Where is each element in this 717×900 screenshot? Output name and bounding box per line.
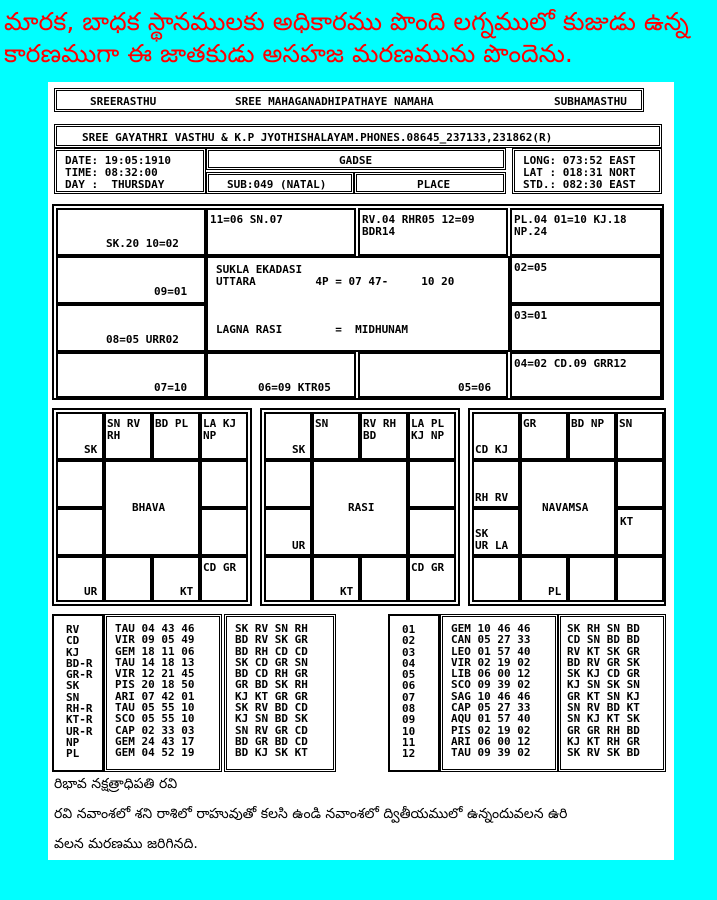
bhava-cell <box>152 556 200 602</box>
bhava-chart <box>52 408 252 606</box>
navamsa-cell <box>616 460 664 508</box>
planet-positions: TAU 04 43 46 VIR 09 05 49 GEM 18 11 06 TAU 14 18 13 VIR 12 21 45 PIS 20 18 50 ARI 07 42 01 TAU 05 55 10 SCO 05 55 10 CAP 02 33 03 GEM 24 43 17 GEM 04 52 19 <box>115 622 195 760</box>
main-cell-text: 03=01 <box>514 309 548 322</box>
longitude: LONG: 073:52 EAST <box>523 154 636 167</box>
bhava-cell <box>200 508 248 556</box>
navamsa-cell <box>472 556 520 602</box>
note-2: రవి నవాంశలో శని రాశిలో రాహువుతో కలసి ఉండి నవాంశలో ద్వితీయములో ఉన్నందువలన ఉరి <box>54 806 568 822</box>
horoscope-sheet <box>48 82 674 860</box>
bhava-cell <box>200 556 248 602</box>
lagna-rasi: LAGNA RASI = MIDHUNAM <box>216 323 409 336</box>
main-cell-text: PL.04 01=10 KJ.18 NP.24 <box>514 213 627 238</box>
navamsa-cell <box>568 412 616 460</box>
bhava-cell <box>56 412 104 460</box>
main-cell-left-2 <box>56 304 206 352</box>
coordinates-box <box>512 148 662 194</box>
rasi-cell-text: UR <box>292 539 306 552</box>
bhava-cell <box>152 412 200 460</box>
native-name: GADSE <box>339 154 373 167</box>
rasi-cell <box>408 556 456 602</box>
planet-lords: SK RV SN RH BD RV SK GR BD RH CD CD SK CD GR SN BD CD RH GR GR BD SK RH KJ KT GR GR SK RV BD CD KJ SN BD SK SN RV GR CD BD GR BD CD BD KJ SK KT <box>235 622 308 760</box>
navamsa-cell-text: PL <box>548 585 562 598</box>
heading <box>4 6 714 70</box>
rasi-cell <box>264 508 312 556</box>
main-cell-text: SK.20 10=02 <box>106 237 179 250</box>
sub-number: SUB:049 (NATAL) <box>227 178 327 191</box>
main-cell-right-1 <box>510 256 662 304</box>
cusp-lords-col <box>558 614 666 772</box>
main-cell-top-2 <box>206 208 356 256</box>
navamsa-cell-text: SN <box>619 417 633 430</box>
note-3: వలన మరణము జరిగినది. <box>54 836 198 852</box>
nakshatra: UTTARA 4P = 07 47- 10 20 <box>216 275 455 288</box>
sub-box <box>206 172 354 194</box>
navamsa-cell-text: CD KJ <box>475 443 509 456</box>
navamsa-cell-text: BD NP <box>571 417 605 430</box>
rasi-cell <box>264 412 312 460</box>
tithi: SUKLA EKADASI <box>216 263 303 276</box>
heading-line-1: మారక, బాధక స్థానములకు అధికారము పొంది లగ్నములో కుజుడు ఉన్న <box>4 7 689 36</box>
bhava-cell <box>56 460 104 508</box>
rasi-cell <box>360 556 408 602</box>
standard-time: STD.: 082:30 EAST <box>523 178 636 191</box>
navamsa-cell <box>616 556 664 602</box>
navamsa-cell <box>520 412 568 460</box>
rasi-cell <box>264 556 312 602</box>
bhava-cell-text: CD GR <box>203 561 237 574</box>
rasi-cell <box>264 460 312 508</box>
main-cell-top-3 <box>358 208 508 256</box>
navamsa-center <box>520 460 616 556</box>
bhava-cell <box>104 412 152 460</box>
native-name-box <box>206 148 506 170</box>
birth-day: DAY : THURSDAY <box>65 178 165 191</box>
navamsa-chart <box>468 408 666 606</box>
rasi-cell <box>312 412 360 460</box>
cusp-numbers: 01 02 03 04 05 06 07 08 09 10 11 12 <box>402 623 416 761</box>
bhava-cell-text: LA KJ NP <box>203 417 237 442</box>
birth-date: DATE: 19:05:1910 <box>65 154 171 167</box>
rasi-cell-text: SN <box>315 417 329 430</box>
main-cell-bottom-3 <box>358 352 508 398</box>
rasi-cell <box>408 460 456 508</box>
main-chart-center <box>206 256 510 352</box>
main-cell-top-4 <box>510 208 662 256</box>
navamsa-cell <box>472 412 520 460</box>
main-cell-right-2 <box>510 304 662 352</box>
navamsa-cell-text: SK UR LA <box>475 527 509 552</box>
rasi-cell <box>312 556 360 602</box>
main-cell-text: 04=02 CD.09 GRR12 <box>514 357 627 370</box>
main-cell-text: 06=09 KTR05 <box>258 381 331 394</box>
banner-right: SUBHAMASTHU <box>554 95 627 108</box>
rasi-cell <box>360 412 408 460</box>
navamsa-cell <box>472 508 520 556</box>
rasi-cell-text: KT <box>340 585 354 598</box>
bhava-title: BHAVA <box>132 501 166 514</box>
rasi-cell-text: LA PL KJ NP <box>411 417 445 442</box>
planet-positions-col <box>104 614 222 772</box>
navamsa-cell <box>520 556 568 602</box>
bhava-cell-text: SK <box>84 443 98 456</box>
place-label: PLACE <box>417 178 451 191</box>
office-text: SREE GAYATHRI VASTHU & K.P JYOTHISHALAYAM.PHONES.08645_237133,231862(R) <box>82 131 553 144</box>
navamsa-cell <box>616 412 664 460</box>
main-cell-text: 08=05 URR02 <box>106 333 179 346</box>
main-cell-text: 02=05 <box>514 261 548 274</box>
rasi-center <box>312 460 408 556</box>
bhava-cell <box>200 412 248 460</box>
rasi-cell <box>408 412 456 460</box>
main-cell-text: 09=01 <box>154 285 188 298</box>
rasi-title: RASI <box>348 501 375 514</box>
planet-names-col <box>52 614 104 772</box>
cusp-positions: GEM 10 46 46 CAN 05 27 33 LEO 01 57 40 VIR 02 19 02 LIB 06 00 12 SCO 09 39 02 SAG 10 46 46 CAP 05 27 33 AQU 01 57 40 PIS 02 19 02 ARI 06 00 12 TAU 09 39 02 <box>451 622 531 760</box>
bhava-cell-text: SN RV RH <box>107 417 141 442</box>
banner <box>54 88 644 112</box>
rasi-cell-text: CD GR <box>411 561 445 574</box>
navamsa-cell-text: GR <box>523 417 537 430</box>
bhava-cell <box>104 556 152 602</box>
planet-lords-col <box>224 614 336 772</box>
planet-names: RV CD KJ BD-R GR-R SK SN RH-R KT-R UR-R NP PL <box>66 623 93 761</box>
main-cell-text: 07=10 <box>154 381 188 394</box>
birth-date-box <box>54 148 206 194</box>
bhava-cell <box>56 556 104 602</box>
note-1: రిభావ నక్షత్రాధిపతి రవి <box>54 776 178 792</box>
place-box <box>354 172 506 194</box>
cusp-lords: SK RH SN BD CD SN BD BD RV KT SK GR BD RV GR SK SK KJ CD GR KJ SN SK SN GR KT SN KJ SN RV BD KT SN KJ KT SK GR GR RH BD KJ KT RH GR SK RV SK BD <box>567 622 640 760</box>
birth-time: TIME: 08:32:00 <box>65 166 158 179</box>
main-cell-text: 05=06 <box>458 381 492 394</box>
rasi-cell <box>408 508 456 556</box>
rasi-cell-text: RV RH BD <box>363 417 397 442</box>
navamsa-cell <box>616 508 664 556</box>
navamsa-cell-text: KT <box>620 515 634 528</box>
cusp-positions-col <box>440 614 558 772</box>
navamsa-title: NAVAMSA <box>542 501 589 514</box>
cusp-numbers-col <box>388 614 440 772</box>
banner-center: SREE MAHAGANADHIPATHAYE NAMAHA <box>235 95 434 108</box>
main-cell-bottom-4 <box>510 352 662 398</box>
navamsa-cell-text: RH RV <box>475 491 509 504</box>
bhava-cell <box>56 508 104 556</box>
main-cell-top-1 <box>56 208 206 256</box>
main-cell-bottom-2 <box>206 352 356 398</box>
navamsa-cell <box>568 556 616 602</box>
office-line <box>54 124 662 148</box>
rasi-cell-text: SK <box>292 443 306 456</box>
heading-line-2: కారణముగా ఈ జాతకుడు అసహజ మరణమును పొందెను. <box>4 39 573 68</box>
bhava-cell-text: UR <box>84 585 98 598</box>
bhava-center <box>104 460 200 556</box>
banner-left: SREERASTHU <box>90 95 157 108</box>
main-chart <box>52 204 664 400</box>
main-cell-bottom-1 <box>56 352 206 398</box>
bhava-cell-text: KT <box>180 585 194 598</box>
bhava-cell <box>200 460 248 508</box>
main-cell-text: 11=06 SN.07 <box>210 213 283 226</box>
bhava-cell-text: BD PL <box>155 417 189 430</box>
latitude: LAT : 018:31 NORT <box>523 166 636 179</box>
navamsa-cell <box>472 460 520 508</box>
rasi-chart <box>260 408 460 606</box>
main-cell-left-1 <box>56 256 206 304</box>
main-cell-text: RV.04 RHR05 12=09 BDR14 <box>362 213 475 238</box>
